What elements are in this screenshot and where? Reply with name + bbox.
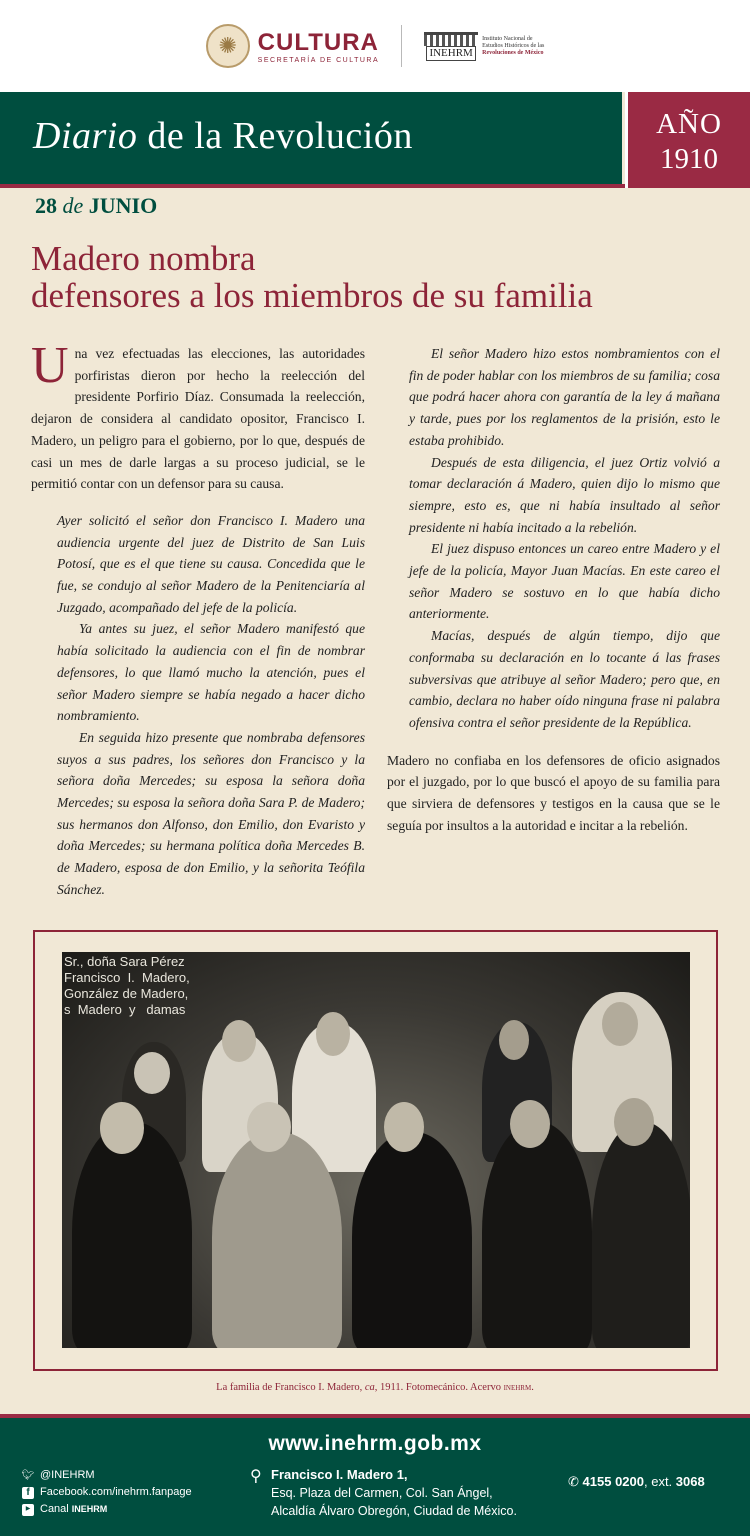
headline: Madero nombra defensores a los miembros de su familia (31, 239, 593, 315)
title-band (0, 92, 622, 184)
cultura-title: CULTURA (257, 28, 379, 56)
closing-paragraph: Madero no confiaba en los defensores de oficio asignados por el juzgado, por lo que buscó el apoyo de su familia para que sirviera de defensores y testigos en la causa que se le seguía por insultos a la autoridad e incitar a la rebelión. (387, 752, 720, 833)
dropcap: U (31, 337, 69, 394)
website-link[interactable]: www.inehrm.gob.mx (268, 1432, 482, 1455)
photo-inscription: Sr., doña Sara Pérez Francisco I. Madero, González de Madero, s Madero y damas (64, 954, 190, 1017)
inehrm-logo[interactable] (424, 32, 544, 61)
quote-paragraph: Después de esta diligencia, el juez Ortiz volvió a tomar declaración á Madero, quien dijo lo mismo que siempre, esto es, que ni había insultado al señor presidente ni había incitado a la rebelión. (409, 454, 720, 535)
year-value: 1910 (660, 143, 718, 175)
youtube-icon: ▶ (22, 1504, 34, 1516)
year-badge (625, 92, 750, 188)
intro-paragraph: Una vez efectuadas las elecciones, las autoridades porfiristas dieron por hecho la reelección del presidente Porfirio Díaz. Consumada la reelección, dejaron de considera al candidato opositor, Francisco I. Madero, un peligro para el gobierno, por lo que, después de casi un mes de darle largas a su proceso judicial, se le permitió contar con un defensor para su causa. (31, 337, 365, 492)
seal-icon: ✺ (206, 24, 250, 68)
inehrm-wordmark: INEHRM (426, 46, 475, 61)
facebook-icon: f (22, 1487, 34, 1499)
article-column-left (31, 337, 365, 901)
facebook-link[interactable]: f Facebook.com/inehrm.fanpage (22, 1484, 192, 1501)
location-pin-icon: ⚲ (250, 1468, 262, 1485)
quote-block (57, 510, 365, 901)
quote-paragraph: El juez dispuso entonces un careo entre Madero y el jefe de la policía, Mayor Juan Macías. En este careo el señor Madero se sostuvo en lo que había dicho anteriormente. (409, 541, 720, 622)
inehrm-description: Instituto Nacional de Estudios Históricos de las Revoluciones de México (482, 35, 545, 56)
cultura-logo[interactable] (206, 24, 379, 68)
photo-frame (33, 930, 718, 1371)
header-divider (401, 25, 402, 67)
entry-date: 28 de JUNIO (35, 193, 158, 218)
page-footer (0, 1418, 750, 1536)
quote-paragraph: Macías, después de algún tiempo, dijo que conformaba su declaración en lo tocante á las frases subversivas que atribuye al señor Madero; pero que, en cambio, declara no haber oído ninguna frase ni palabra ofensiva contra el señor presidente de la República. (409, 628, 720, 730)
article-column-right (387, 343, 720, 836)
address: ⚲ Francisco I. Madero 1, Esq. Plaza del Carmen, Col. San Ángel, Alcaldía Álvaro Obregón, Ciudad de México. (250, 1467, 517, 1518)
cultura-subtitle: SECRETARÍA DE CULTURA (257, 56, 380, 64)
phone-icon: ✆ (568, 1474, 579, 1489)
year-label: AÑO (656, 108, 722, 140)
page-title: Diario de la Revolución (33, 115, 413, 157)
building-icon (424, 32, 478, 46)
page-header (0, 0, 750, 92)
twitter-link[interactable]: 🐦︎ @INEHRM (21, 1469, 95, 1481)
photo-caption: La familia de Francisco I. Madero, ca, 1911. Fotomecánico. Acervo inehrm. (216, 1382, 534, 1393)
quote-paragraph: En seguida hizo presente que nombraba defensores suyos a sus padres, los señores don Francisco y la señora doña Mercedes; su esposa la señora doña Mercedes; su esposa la señora doña Sara P. de Madero; sus hermanos don Alfonso, don Emilio, don Evaristo y doña Mercedes; su hermana política doña Mercedes B. de Madero, esposa de don Emilio, y la señorita Teófila Sánchez. (57, 729, 365, 897)
social-links (22, 1467, 192, 1518)
youtube-link[interactable]: ▶ Canal INEHRM (22, 1501, 192, 1518)
phone-number[interactable]: ✆ 4155 0200, ext. 3068 (568, 1474, 705, 1489)
quote-paragraph: Ayer solicitó el señor don Francisco I. Madero una audiencia urgente del juez de Distrito de San Luis Potosí, que es el que tiene su causa. Concedida que le fue, se condujo al señor Madero de la Penitenciaría al Juzgado, acompañado del jefe de la policía. (57, 512, 365, 615)
twitter-icon: 🐦︎ (21, 1470, 35, 1481)
quote-paragraph: Ya antes su juez, el señor Madero manifestó que había solicitado la audiencia con el fin de nombrar defensores, lo que llamó mucho la atención, pues el señor Madero siempre se había negado a hacer dicho nombramiento. (57, 621, 365, 724)
quote-paragraph: El señor Madero hizo estos nombramientos con el fin de poder hablar con los miembros de su familia; cosa que podrá hacer ahora con garantía de la ley á mañana y tarde, pues por los reglamentos de la prisión, esto le estaba prohibido. (409, 346, 720, 448)
family-photograph[interactable] (62, 952, 690, 1348)
